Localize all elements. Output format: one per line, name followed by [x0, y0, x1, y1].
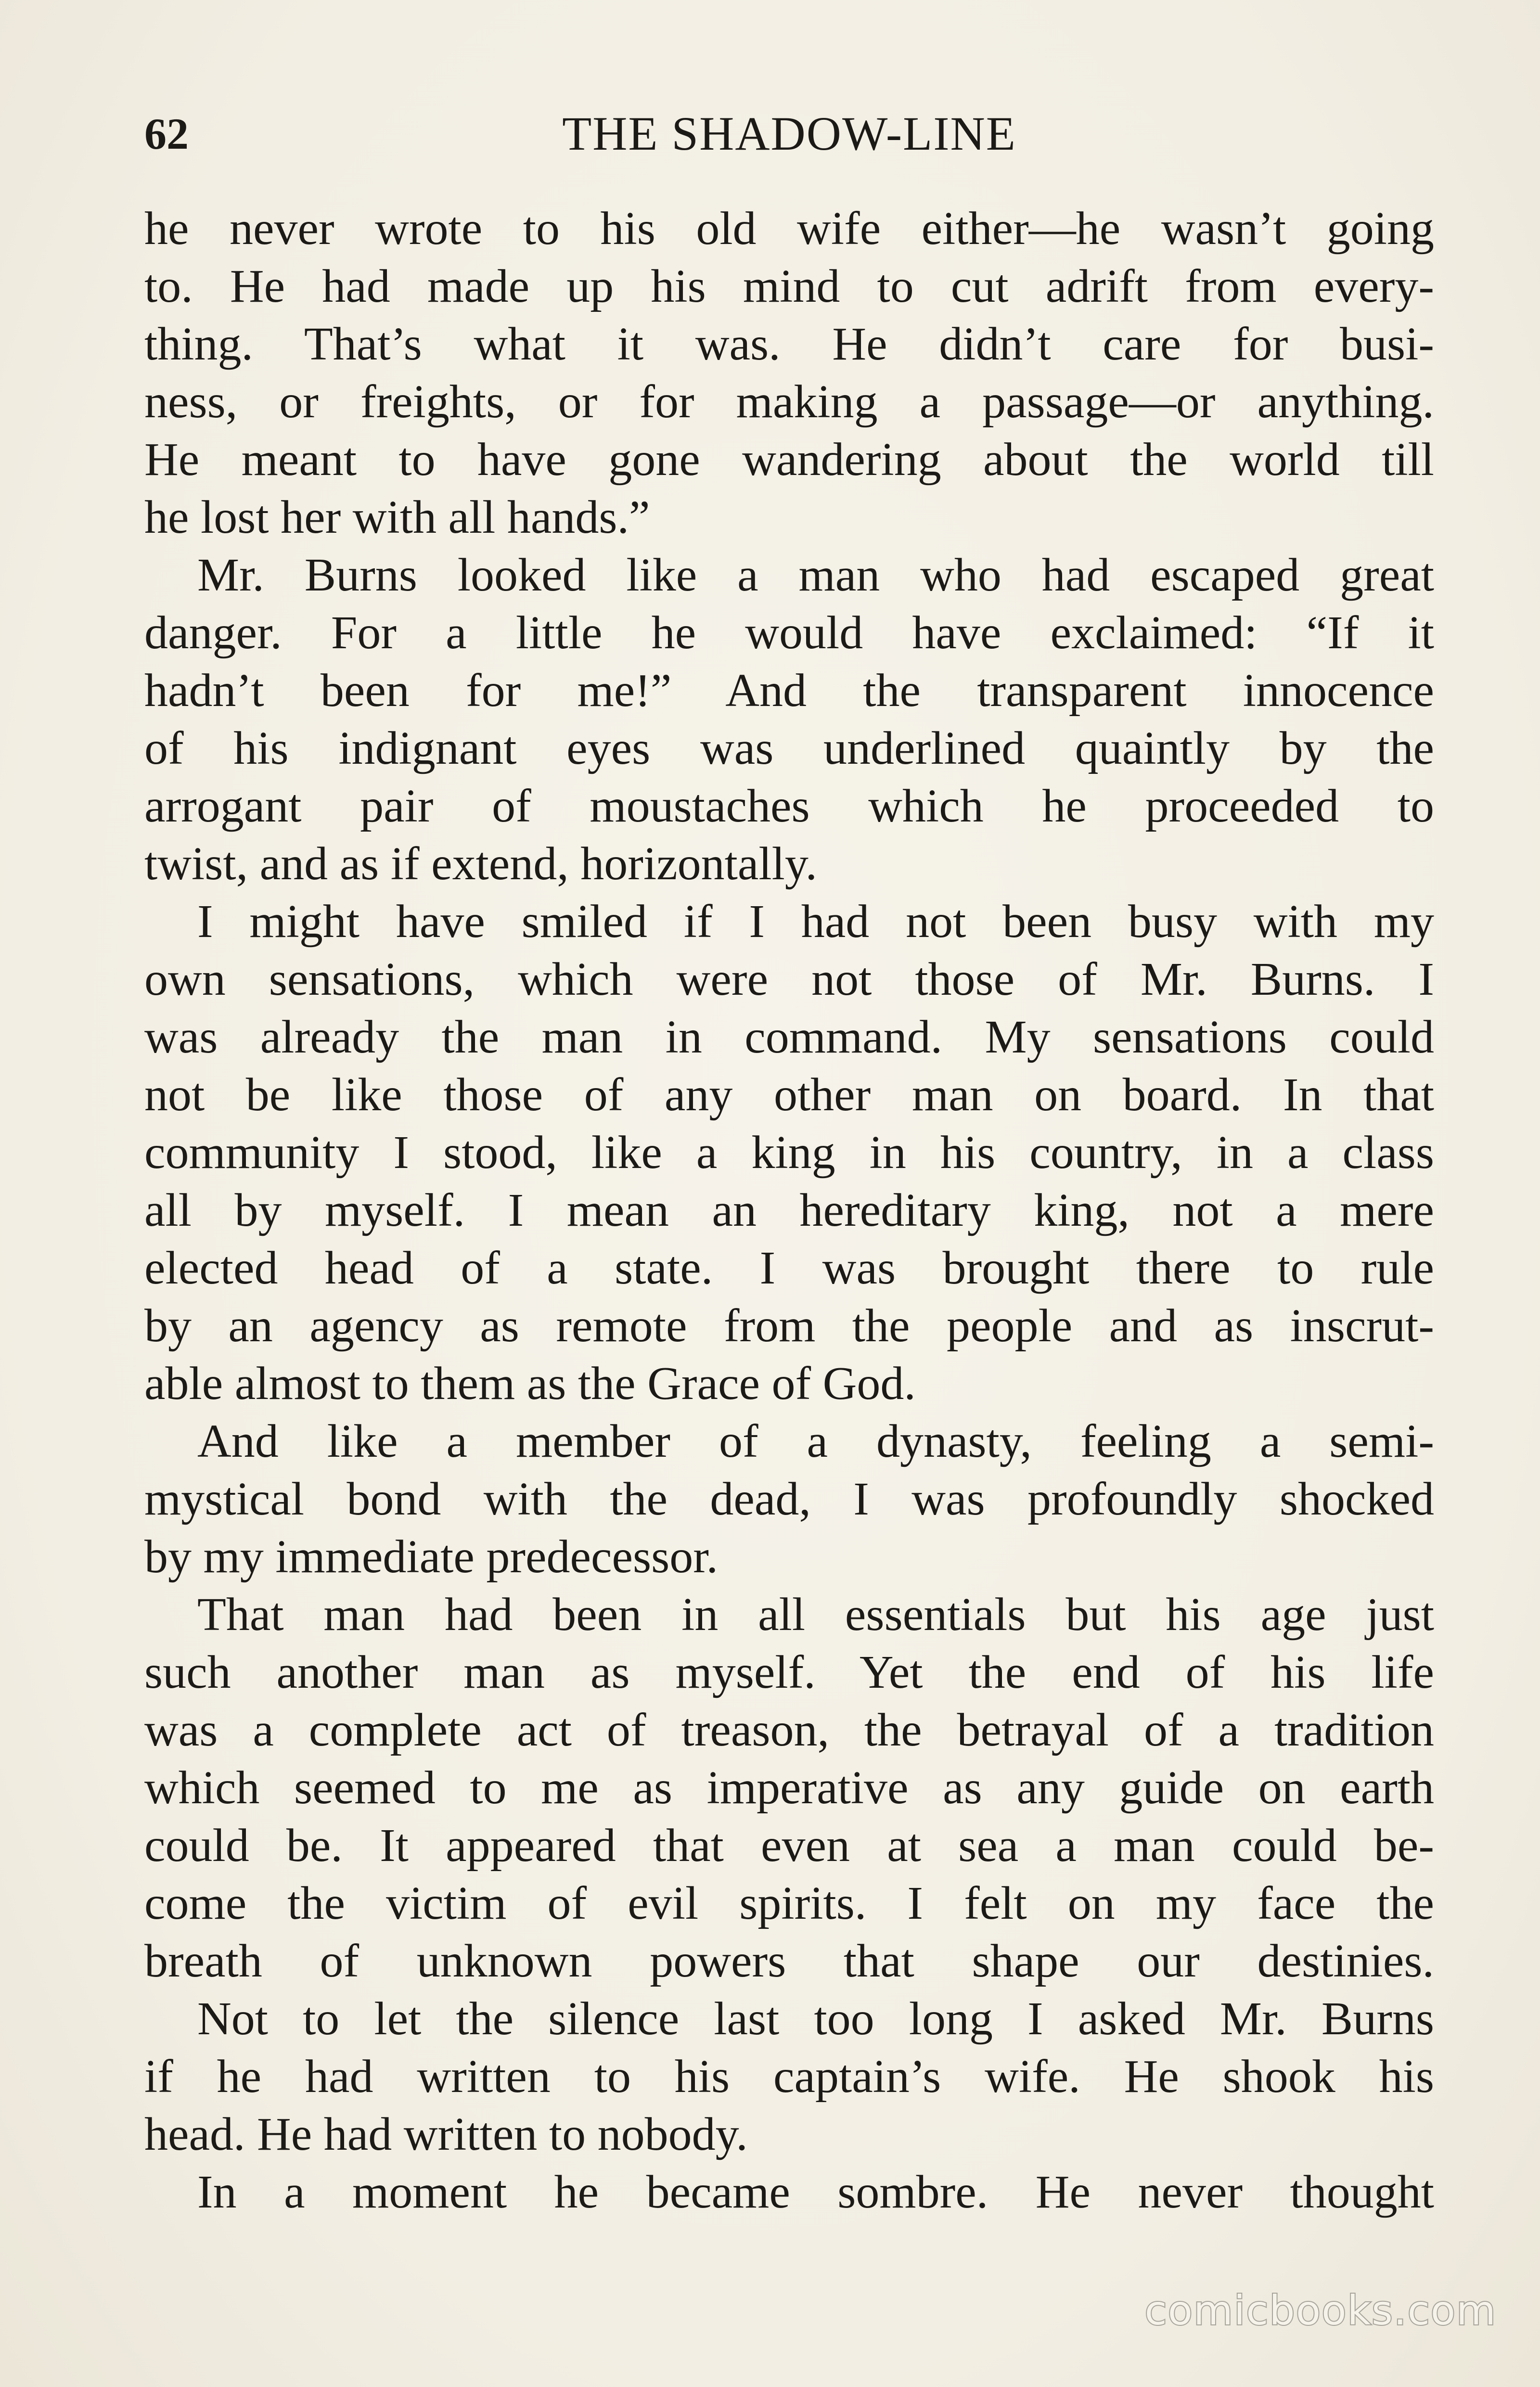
text-line: come the victim of evil spirits. I felt on my face the [144, 1877, 1434, 1929]
text-line: ness, or freights, or for making a passage—or anything. [144, 376, 1434, 428]
text-line: Not to let the silence last too long I asked Mr. Burns [197, 1993, 1434, 2045]
text-line: not be like those of any other man on board. In that [144, 1069, 1434, 1121]
text-line: he never wrote to his old wife either—he wasn’t going [144, 203, 1434, 255]
text-line: Mr. Burns looked like a man who had escaped great [197, 549, 1434, 601]
paragraph-4 [144, 1412, 1434, 1586]
text-line: elected head of a state. I was brought there to rule [144, 1242, 1434, 1294]
paragraph-1 [144, 200, 1434, 546]
text-line: if he had written to his captain’s wife. He shook his [144, 2051, 1434, 2103]
text-line: arrogant pair of moustaches which he proceeded to [144, 780, 1434, 832]
page-header [144, 105, 1434, 163]
text-line: mystical bond with the dead, I was profoundly shocked [144, 1473, 1434, 1525]
body-text [144, 200, 1434, 2221]
text-line: by an agency as remote from the people and as inscrut- [144, 1300, 1434, 1352]
text-line: to. He had made up his mind to cut adrift from every- [144, 260, 1434, 312]
text-line: thing. That’s what it was. He didn’t care for busi- [144, 318, 1434, 370]
text-line: community I stood, like a king in his country, in a class [144, 1127, 1434, 1179]
text-line: He meant to have gone wandering about the world till [144, 434, 1434, 486]
text-line: twist, and as if extend, horizontally. [144, 838, 817, 890]
text-line: And like a member of a dynasty, feeling a semi- [197, 1415, 1434, 1467]
text-line: could be. It appeared that even at sea a man could be- [144, 1820, 1434, 1872]
paragraph-3 [144, 893, 1434, 1412]
text-line: all by myself. I mean an hereditary king, not a mere [144, 1184, 1434, 1236]
text-line: by my immediate predecessor. [144, 1531, 718, 1583]
text-line: breath of unknown powers that shape our destinies. [144, 1935, 1434, 1987]
text-line: was a complete act of treason, the betrayal of a tradition [144, 1704, 1434, 1756]
text-line: able almost to them as the Grace of God. [144, 1358, 916, 1410]
text-line: head. He had written to nobody. [144, 2108, 748, 2160]
text-line: which seemed to me as imperative as any guide on earth [144, 1762, 1434, 1814]
paragraph-5 [144, 1586, 1434, 1990]
text-line: of his indignant eyes was underlined quaintly by the [144, 722, 1434, 774]
text-line: hadn’t been for me!” And the transparent innocence [144, 665, 1434, 717]
paragraph-2 [144, 546, 1434, 893]
text-line: he lost her with all hands.” [144, 491, 650, 543]
paragraph-7 [144, 2163, 1434, 2221]
watermark: comicbooks.com [1144, 2287, 1497, 2334]
page-number: 62 [144, 109, 189, 158]
text-line: I might have smiled if I had not been busy with my [197, 896, 1434, 948]
paragraph-6 [144, 1990, 1434, 2163]
text-line: such another man as myself. Yet the end of his life [144, 1646, 1434, 1698]
running-head: THE SHADOW-LINE [562, 107, 1016, 160]
text-line: That man had been in all essentials but his age just [197, 1589, 1434, 1641]
text-line: In a moment he became sombre. He never thought [197, 2166, 1434, 2218]
text-line: danger. For a little he would have exclaimed: “If it [144, 607, 1434, 659]
text-line: own sensations, which were not those of Mr. Burns. I [144, 953, 1434, 1005]
text-line: was already the man in command. My sensations could [144, 1011, 1434, 1063]
